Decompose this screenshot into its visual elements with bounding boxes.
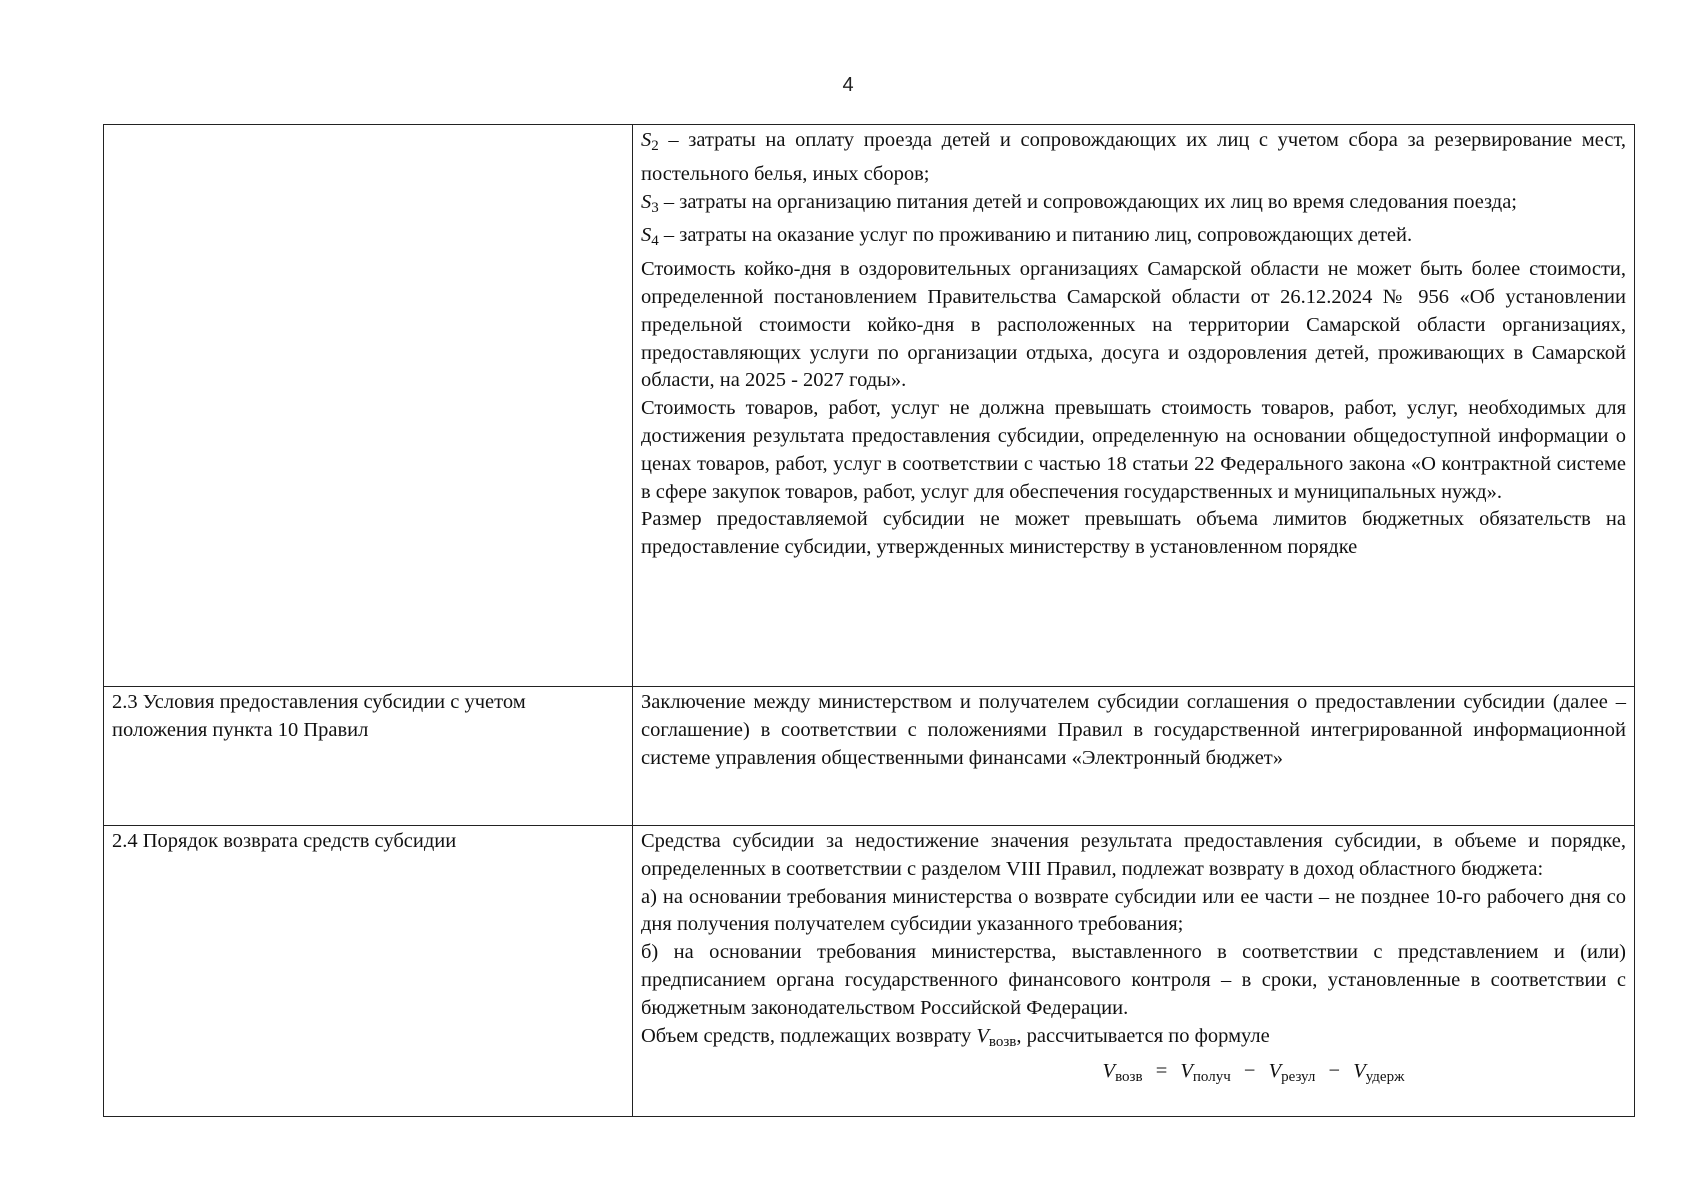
symbol: S — [641, 224, 652, 247]
formula-operator: − — [1328, 1060, 1341, 1083]
subscript: 4 — [651, 233, 659, 250]
subscript: 2 — [651, 138, 659, 154]
symbol: S — [641, 129, 652, 151]
formula-symbol: V — [1180, 1060, 1193, 1083]
right-cell — [633, 826, 1635, 1117]
formula-subscript: удерж — [1365, 1069, 1405, 1086]
table-row — [104, 125, 1635, 687]
paragraph: Средства субсидии за недостижение значения результата предоставления субсидии, в объеме и порядке, определенных в соответствии с разделом VIII Правил, подлежат возврату в доход областного бюджета: — [641, 830, 1626, 880]
left-cell — [104, 125, 633, 687]
formula-symbol: V — [1102, 1060, 1116, 1083]
paragraph-text: , рассчитывается по формуле — [1016, 1024, 1270, 1047]
formula-subscript: резул — [1281, 1069, 1316, 1086]
paragraph: Стоимость койко-дня в оздоровительных организациях Самарской области не может быть более стоимости, определенной постановлением Правительства Самарской области от 26.12.2024 № 956 «Об установлении предельной стоимости койко-дня в расположенных на территории Самарской области организациях, предоставляющих услуги по организации отдыха, досуга и оздоровления детей, проживающих в Самарской области, на 2025 - 2027 годы». — [641, 258, 1626, 392]
formula-symbol: V — [1268, 1060, 1282, 1083]
right-cell — [633, 125, 1635, 687]
table-row — [104, 826, 1635, 1117]
paragraph-text: Объем средств, подлежащих возврату — [641, 1024, 977, 1047]
formula-subscript: получ — [1192, 1069, 1231, 1086]
paragraph — [641, 127, 1626, 189]
paragraph — [641, 222, 1626, 256]
paragraph-text: – затраты на оказание услуг по проживанию и питанию лиц, сопровождающих детей. — [658, 224, 1413, 247]
paragraph: Размер предоставляемой субсидии не может превышать объема лимитов бюджетных обязательств на предоставление субсидии, утвержденных министерству в установленном порядке — [641, 508, 1626, 559]
symbol: V — [976, 1024, 989, 1047]
left-cell: 2.4 Порядок возврата средств субсидии — [104, 826, 633, 1117]
formula-subscript: возв — [1115, 1069, 1143, 1086]
formula-symbol: V — [1353, 1060, 1366, 1083]
left-cell: 2.3 Условия предоставления субсидии с учетом положения пункта 10 Правил — [104, 687, 633, 826]
subscript: возв — [988, 1033, 1017, 1050]
page-number: 4 — [842, 74, 854, 96]
paragraph — [641, 1023, 1626, 1057]
document-table — [103, 124, 1635, 1117]
formula-operator: − — [1243, 1060, 1256, 1083]
table-row — [104, 687, 1635, 826]
paragraph: Заключение между министерством и получателем субсидии соглашения о предоставлении субсидии (далее – соглашение) в соответствии с положениями Правил в государственной интегрированной информационной системе управления общественными финансами «Электронный бюджет» — [641, 691, 1626, 769]
symbol: S — [641, 190, 652, 213]
right-cell — [633, 687, 1635, 826]
paragraph-text: – затраты на организацию питания детей и сопровождающих их лиц во время следования поезда; — [658, 190, 1518, 213]
paragraph: а) на основании требования министерства о возврате субсидии или ее части – не позднее 10-го рабочего дня со дня получения получателем субсидии указанного требования; — [641, 885, 1626, 936]
paragraph-text: – затраты на оплату проезда детей и сопровождающих их лиц с учетом сбора за резервирование мест, постельного белья, иных сборов; — [641, 129, 1626, 185]
paragraph: Стоимость товаров, работ, услуг не должна превышать стоимость товаров, работ, услуг, необходимых для достижения результата предоставления субсидии, определенную на основании общедоступной информации о ценах товаров, работ, услуг в соответствии с частью 18 статьи 22 Федерального закона «О контрактной системе в сфере закупок товаров, работ, услуг для обеспечения государственных и муниципальных нужд». — [641, 397, 1626, 503]
paragraph: б) на основании требования министерства, выставленного в соответствии с представлением и (или) предписанием органа государственного финансового контроля – в сроки, установленные в соответствии с бюджетным законодательством Российской Федерации. — [641, 941, 1626, 1019]
paragraph — [641, 189, 1626, 223]
formula — [641, 1056, 1626, 1092]
formula-operator: = — [1155, 1060, 1168, 1083]
subscript: 3 — [651, 199, 659, 216]
